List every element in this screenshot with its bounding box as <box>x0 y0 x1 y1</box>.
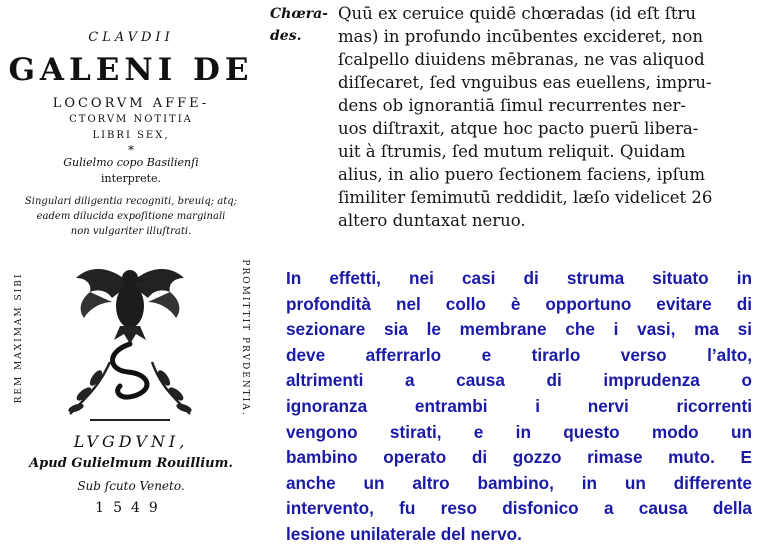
margin-note: des. <box>270 28 302 44</box>
commentary-line: bambino operato di gozzo rimase muto. E <box>286 447 752 468</box>
latin-line: ſcalpello diuidens mēbranas, ne vas aliquod <box>338 50 705 69</box>
ornament-asterisk: * <box>128 143 134 157</box>
motto-right-text: PROMITTIT PRVDENTIA. <box>240 259 250 417</box>
motto-left <box>10 252 28 424</box>
latin-line: mas) in profundo incūbentes excideret, non <box>338 27 703 46</box>
motto-left-text: REM MAXIMAM SIBI <box>14 272 24 404</box>
commentary-line: profondità nel collo è opportuno evitare di <box>286 293 752 314</box>
commentary-line: vengono stirati, e in questo modo un <box>286 421 752 442</box>
commentary-line: anche un altro bambino, in un differente <box>286 472 752 493</box>
description-line: non vulgariter illuſtrati. <box>70 226 192 237</box>
commentary-line: altrimenti a causa di imprudenza o <box>286 370 752 391</box>
work-title-line: LOCORVM AFFE- <box>52 96 210 111</box>
italian-commentary <box>286 266 752 548</box>
imprint-year: 1549 <box>95 500 167 516</box>
commentary-line: intervento, fu reso disfonico a causa della <box>286 498 752 519</box>
commentary-line: In effetti, nei casi di struma situato in <box>286 268 752 288</box>
commentary-line: deve afferrarlo e tirarlo verso l’alto, <box>286 344 752 365</box>
latin-line: alius, in alio puero ſectionem faciens, ipſum <box>338 165 705 184</box>
imprint-sign: Sub ſcuto Veneto. <box>77 479 185 493</box>
latin-line: uit à ſtrumis, ſed mutum reliquit. Quidam <box>338 142 686 161</box>
motto-right <box>236 252 254 424</box>
imprint-publisher: Apud Gulielmum Rouillium. <box>29 456 233 471</box>
latin-line: Quū ex ceruice quidē chœradas (id eſt ſtru <box>338 4 696 23</box>
description-line: eadem dilucida expoſitione marginali <box>36 211 226 222</box>
commentary-line: sezionare sia le membrane che i vasi, ma si <box>286 319 752 340</box>
latin-line: altero duntaxat neruo. <box>338 211 526 230</box>
translator-line: Gulielmo copo Basilienſi <box>63 156 199 169</box>
title-page <box>0 0 262 546</box>
work-title-line: LIBRI SEX, <box>92 130 170 141</box>
interpreter-line: interprete. <box>100 172 162 185</box>
latin-line: diſſecaret, ſed vnguibus eas euellens, impru- <box>338 73 712 92</box>
eagle-snake-printer-device-icon <box>50 244 210 426</box>
author-title: GALENI DE <box>8 52 254 88</box>
author-first-name: CLAVDII <box>88 30 174 45</box>
imprint-place: LVGDVNI, <box>73 432 189 451</box>
description-line: Singulari diligentia recogniti, breuiq; atq; <box>24 196 238 207</box>
work-title-line: CTORVM NOTITIA <box>69 114 193 125</box>
latin-line: uos diſtraxit, atque hoc pacto puerū libera- <box>338 119 699 138</box>
commentary-line: ignoranza entrambi i nervi ricorrenti <box>286 395 752 416</box>
latin-line: dens ob ignorantiā ſimul recurrentes ner- <box>338 96 686 115</box>
commentary-line: lesione unilaterale del nervo. <box>286 523 522 544</box>
latin-line: ſimiliter ſemimutū reddidit, læſo videlicet 26 <box>338 188 713 207</box>
latin-excerpt <box>266 0 758 262</box>
margin-note: Chœra- <box>270 6 328 22</box>
